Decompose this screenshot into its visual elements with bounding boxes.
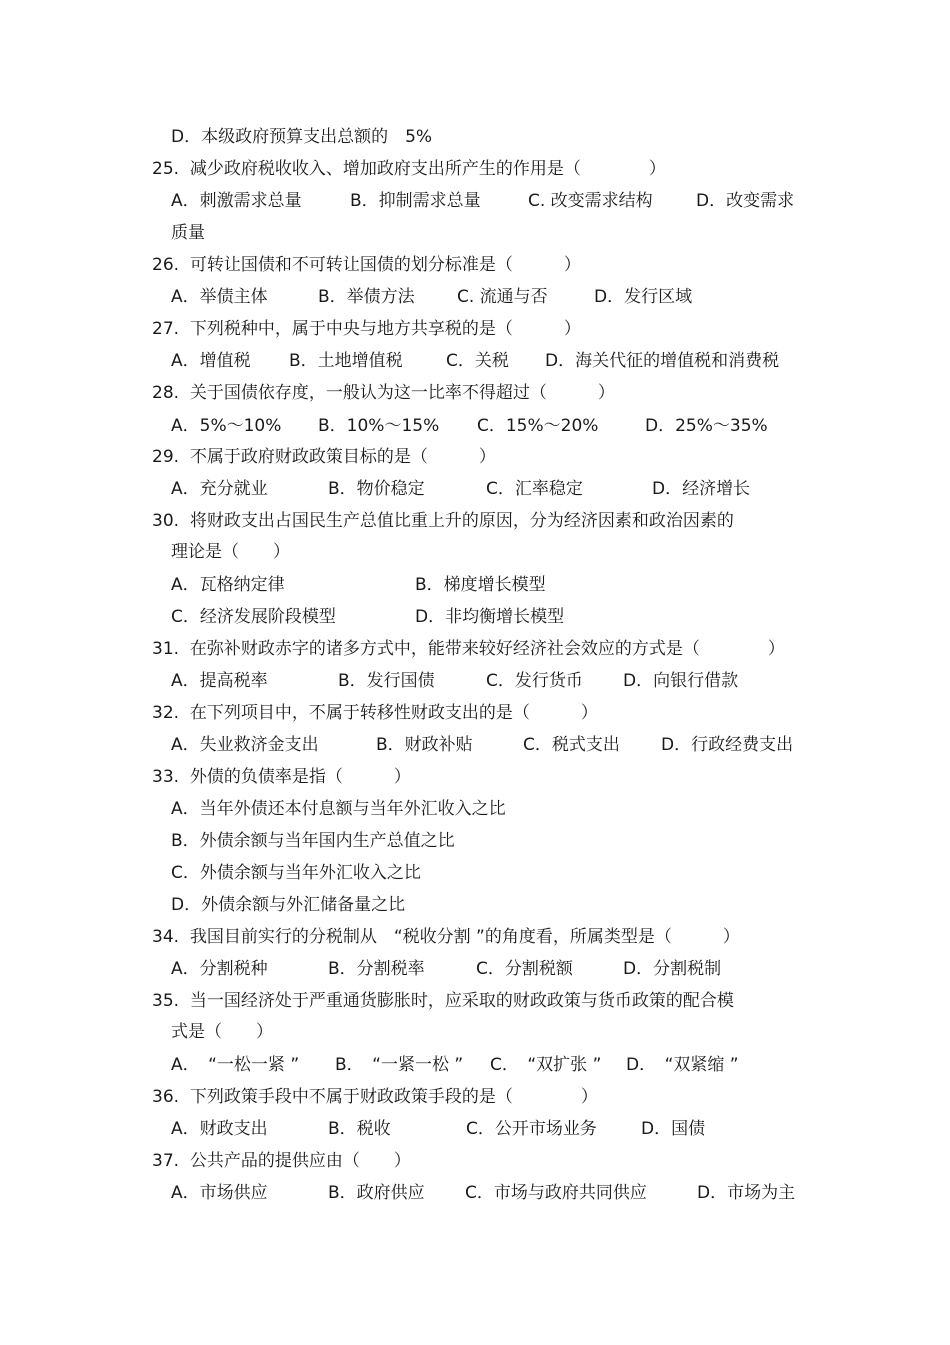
option-text: A．增值税 (171, 351, 251, 371)
option-text: B．土地增值税 (289, 351, 403, 371)
answer-options-line (171, 1054, 831, 1076)
answer-options-line (171, 1182, 831, 1204)
option-text: C．关税 (446, 351, 509, 371)
question-stem (152, 382, 812, 404)
option-text: D．分割税制 (623, 959, 722, 979)
question-stem (152, 510, 812, 532)
question-text: 33. 外债的负债率是指（ ） (152, 767, 411, 787)
answer-options-line (171, 958, 831, 980)
question-stem (152, 990, 812, 1012)
option-text: B．抑制需求总量 (350, 191, 481, 211)
option-text: D．向银行借款 (623, 671, 739, 691)
answer-options-line (171, 126, 831, 148)
option-text: A．刺激需求总量 (171, 191, 302, 211)
option-text: B．分割税率 (328, 959, 425, 979)
answer-options-line (171, 670, 831, 692)
answer-options-line (171, 894, 831, 916)
option-text: D．行政经费支出 (661, 735, 794, 755)
question-stem (152, 702, 812, 724)
option-text: C．15%～20% (477, 416, 599, 436)
answer-options-line (171, 862, 831, 884)
option-text: B．物价稳定 (328, 479, 425, 499)
option-text: D．经济增长 (652, 479, 751, 499)
option-text: C．公开市场业务 (466, 1119, 597, 1139)
question-text: 35. 当一国经济处于严重通货膨胀时，应采取的财政政策与货币政策的配合模 (152, 991, 734, 1011)
answer-options-line (171, 830, 831, 852)
option-text: A．市场供应 (171, 1183, 268, 1203)
answer-options-line (171, 1021, 831, 1043)
answer-options-line (171, 478, 831, 500)
question-stem (152, 446, 812, 468)
option-text: C．经济发展阶段模型 (171, 607, 336, 627)
option-text: C. 改变需求结构 (528, 191, 653, 211)
option-text: D．市场为主 (697, 1183, 796, 1203)
option-text: D．发行区域 (594, 287, 693, 307)
option-text: D．外债余额与外汇储备量之比 (171, 895, 406, 915)
option-text: B．外债余额与当年国内生产总值之比 (171, 831, 455, 851)
answer-options-line (171, 350, 831, 372)
option-text: A．举债主体 (171, 287, 268, 307)
option-text: D．本级政府预算支出总额的 5% (171, 127, 433, 147)
question-text: 31. 在弥补财政赤字的诸多方式中，能带来较好经济社会效应的方式是（ ） (152, 639, 785, 659)
option-text: C．发行货币 (486, 671, 583, 691)
option-text: B．发行国债 (338, 671, 435, 691)
question-text: 37. 公共产品的提供应由（ ） (152, 1151, 411, 1171)
answer-options-line (171, 1118, 831, 1140)
option-text: B．梯度增长模型 (415, 575, 546, 595)
answer-options-line (171, 606, 831, 628)
question-text: 27. 下列税种中，属于中央与地方共享税的是（ ） (152, 319, 581, 339)
option-text: D．改变需求 (696, 191, 795, 211)
option-text: A．充分就业 (171, 479, 268, 499)
option-text: C．市场与政府共同供应 (465, 1183, 647, 1203)
option-text: A．瓦格纳定律 (171, 575, 285, 595)
question-text: 28. 关于国债依存度，一般认为这一比率不得超过（ ） (152, 383, 615, 403)
question-stem (152, 766, 812, 788)
answer-options-line (171, 541, 831, 563)
question-text: 30. 将财政支出占国民生产总值比重上升的原因，分为经济因素和政治因素的 (152, 511, 734, 531)
question-stem (152, 318, 812, 340)
question-text: 32. 在下列项目中，不属于转移性财政支出的是（ ） (152, 703, 598, 723)
option-text: D． “双紧缩 ” (626, 1055, 739, 1075)
question-stem (152, 1086, 812, 1108)
answer-options-line (171, 286, 831, 308)
option-text: C. 流通与否 (457, 287, 548, 307)
option-text: C．分割税额 (476, 959, 573, 979)
option-text: A．分割税种 (171, 959, 268, 979)
option-text: 质量 (171, 223, 205, 243)
option-text: A． “一松一紧 ” (171, 1055, 300, 1075)
option-text: A．提高税率 (171, 671, 268, 691)
option-text: C．税式支出 (523, 735, 620, 755)
answer-options-line (171, 222, 831, 244)
option-text: B．政府供应 (328, 1183, 425, 1203)
option-text: A．5%～10% (171, 416, 282, 436)
question-text: 29. 不属于政府财政政策目标的是（ ） (152, 447, 496, 467)
option-text: D．国债 (641, 1119, 706, 1139)
option-text: 理论是（ ） (171, 542, 290, 562)
option-text: B．10%～15% (318, 416, 440, 436)
answer-options-line (171, 190, 831, 212)
answer-options-line (171, 574, 831, 596)
option-text: B．财政补贴 (376, 735, 473, 755)
option-text: B．税收 (328, 1119, 391, 1139)
answer-options-line (171, 798, 831, 820)
option-text: C． “双扩张 ” (490, 1055, 602, 1075)
option-text: C．汇率稳定 (486, 479, 583, 499)
question-text: 26. 可转让国债和不可转让国债的划分标准是（ ） (152, 255, 581, 275)
option-text: A．当年外债还本付息额与当年外汇收入之比 (171, 799, 506, 819)
question-stem (152, 158, 812, 180)
option-text: D．海关代征的增值税和消费税 (545, 351, 780, 371)
answer-options-line (171, 734, 831, 756)
option-text: D．25%～35% (645, 416, 768, 436)
option-text: B． “一紧一松 ” (335, 1055, 464, 1075)
option-text: C．外债余额与当年外汇收入之比 (171, 863, 421, 883)
option-text: A．财政支出 (171, 1119, 268, 1139)
option-text: D．非均衡增长模型 (415, 607, 565, 627)
option-text: 式是（ ） (171, 1022, 273, 1042)
question-text: 25. 减少政府税收收入、增加政府支出所产生的作用是（ ） (152, 159, 666, 179)
question-stem (152, 1150, 812, 1172)
option-text: B．举债方法 (318, 287, 415, 307)
option-text: A．失业救济金支出 (171, 735, 319, 755)
question-stem (152, 254, 812, 276)
answer-options-line (171, 415, 831, 437)
question-stem (152, 926, 812, 948)
question-text: 36. 下列政策手段中不属于财政政策手段的是（ ） (152, 1087, 598, 1107)
question-text: 34. 我国目前实行的分税制从 “税收分割 ”的角度看，所属类型是（ ） (152, 927, 740, 947)
question-stem (152, 638, 812, 660)
